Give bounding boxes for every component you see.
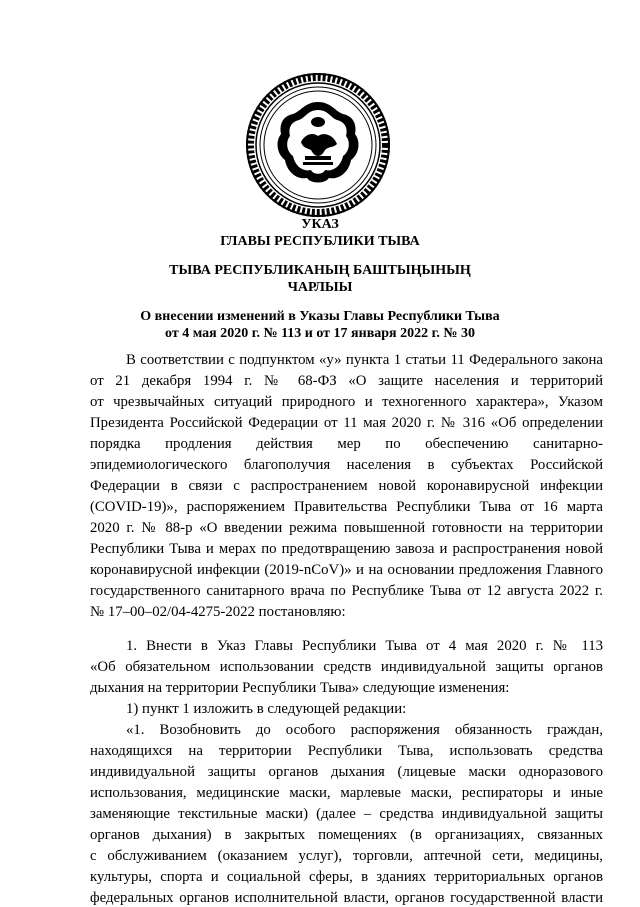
decree-heading-tuvan — [60, 262, 580, 296]
decree-heading-line-2: ГЛАВЫ РЕСПУБЛИКИ ТЫВА — [220, 234, 420, 249]
item1-line: с обслуживанием (оказанием услуг), торговли, аптечной сети, медицины, — [90, 848, 603, 864]
item1-line: культуры, спорта и социальной сферы, в зданиях территориальных органов — [90, 869, 603, 885]
decree-title-line-1: О внесении изменений в Указы Главы Республики Тыва — [140, 309, 500, 324]
preamble-line: от 21 декабря 1994 г. № 68-ФЗ «О защите населения и территорий — [90, 373, 603, 389]
item1-line: индивидуальной защиты органов дыхания (лицевые маски одноразового — [90, 764, 603, 780]
item1-line: «Об обязательном использовании средств индивидуальной защиты органов — [90, 659, 603, 675]
preamble-line: 2020 г. № 88-р «О введении режима повышенной готовности на территории — [90, 520, 603, 536]
item1-line: федеральных органов исполнительной власти, органов государственной власти — [90, 890, 603, 906]
preamble-line: В соответствии с подпунктом «у» пункта 1 статьи 11 Федерального закона — [126, 352, 603, 368]
item1-line: находящихся на территории Республики Тыва, использовать средства — [90, 743, 603, 759]
preamble-line: (COVID-19)», распоряжением Правительства Республики Тыва от 16 марта — [90, 499, 603, 515]
decree-heading-line-1: УКАЗ — [301, 217, 339, 232]
decree-heading-tuvan-line-2: ЧАРЛЫЫ — [287, 280, 353, 295]
item1-line: 1) пункт 1 изложить в следующей редакции: — [126, 701, 407, 717]
preamble-line: от чрезвычайных ситуаций природного и техногенного характера», Указом — [90, 394, 603, 410]
preamble-line: порядка продления действия мер по обеспечению санитарно- — [90, 436, 603, 452]
republic-of-tuva-coat-of-arms-icon — [245, 72, 391, 218]
item1-line: использования, медицинские маски, марлевые маски, респираторы и иные — [90, 785, 603, 801]
decree-title — [60, 308, 580, 342]
preamble-line: Президента Российской Федерации от 11 мая 2020 г. № 316 «Об определении — [90, 415, 603, 431]
item1-line: «1. Возобновить до особого распоряжения обязанность граждан, — [126, 722, 603, 738]
item1-line: дыхания на территории Республики Тыва» следующие изменения: — [90, 680, 510, 696]
item1-line: органов дыхания) в закрытых помещениях (в организациях, связанных — [90, 827, 603, 843]
preamble-line: эпидемиологического благополучия населения в субъектах Российской — [90, 457, 603, 473]
decree-title-line-2: от 4 мая 2020 г. № 113 и от 17 января 2022 г. № 30 — [165, 326, 475, 341]
item1-line: 1. Внести в Указ Главы Республики Тыва от 4 мая 2020 г. № 113 — [126, 638, 603, 654]
preamble-line: Республики Тыва и мерах по предотвращению завоза и распространения новой — [90, 541, 603, 557]
item1-line: заменяющие текстильные маски) (далее – средства индивидуальной защиты — [90, 806, 603, 822]
preamble-line: № 17–00–02/04-4275-2022 постановляю: — [90, 604, 346, 620]
preamble-line: государственного санитарного врача по Республике Тыва от 12 августа 2022 г. — [90, 583, 603, 599]
preamble-line: коронавирусной инфекции (2019-nCoV)» и на основании предложения Главного — [90, 562, 603, 578]
decree-heading-tuvan-line-1: ТЫВА РЕСПУБЛИКАНЫҢ БАШТЫҢЫНЫҢ — [169, 263, 471, 278]
preamble-line: Федерации в связи с распространением новой коронавирусной инфекции — [90, 478, 603, 494]
decree-heading — [60, 216, 580, 250]
